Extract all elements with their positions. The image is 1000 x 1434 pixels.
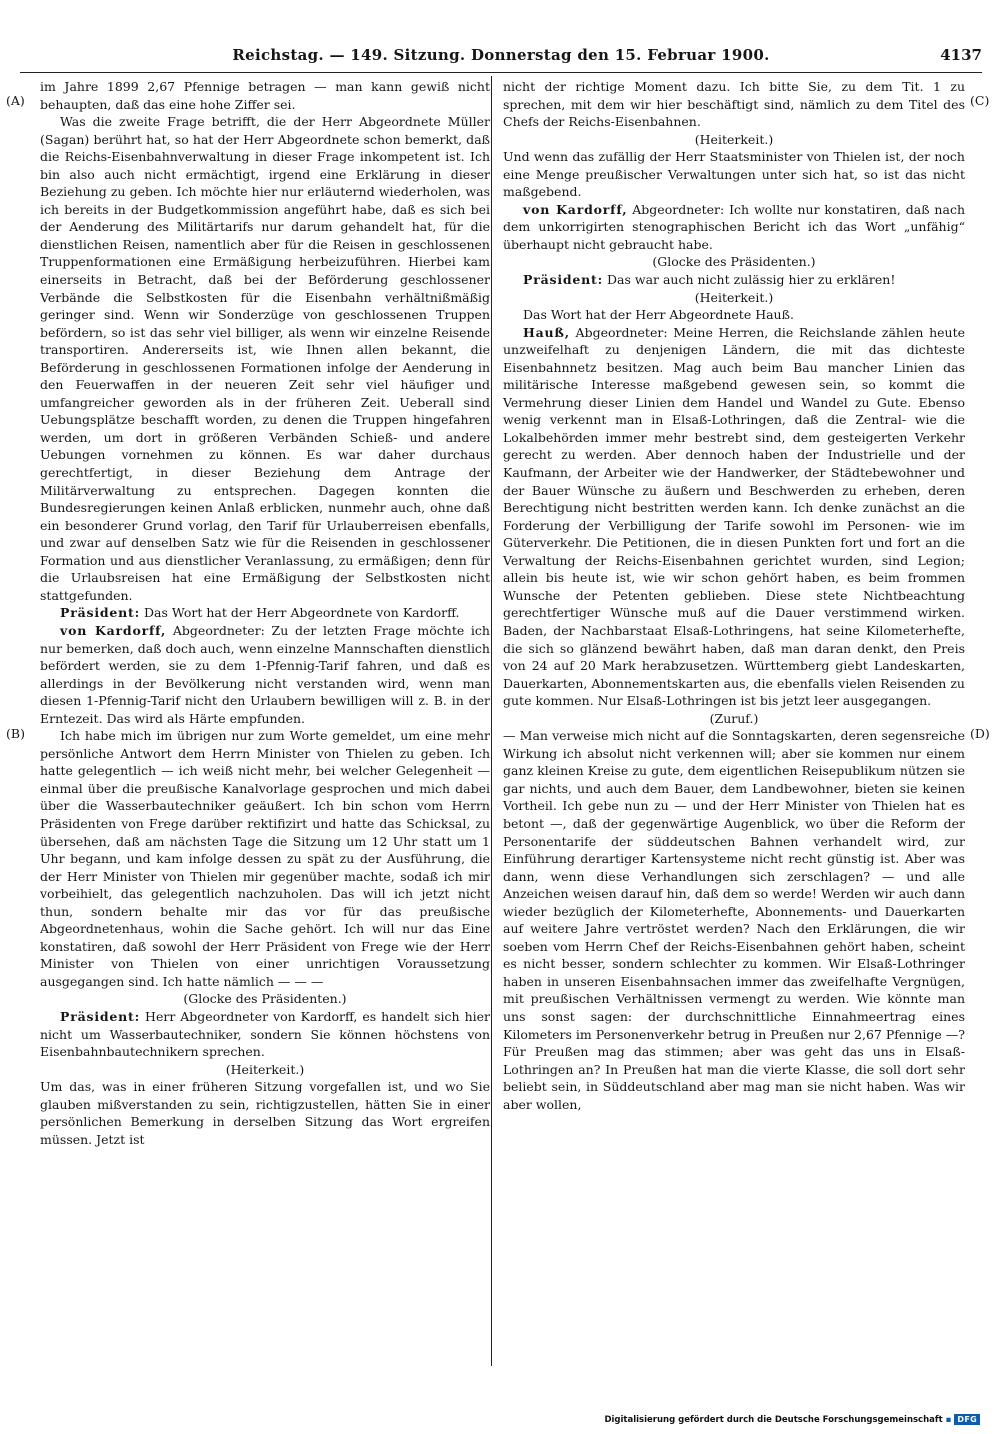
right-paragraph bbox=[503, 727, 965, 1113]
paragraph-text: (Heiterkeit.) bbox=[694, 289, 774, 305]
right-paragraph bbox=[503, 306, 965, 324]
right-column bbox=[503, 78, 965, 1113]
speaker-name: Präsident: bbox=[523, 272, 604, 288]
paragraph-text: Abgeordneter: Ich wollte nur konstatiren, daß nach dem unkorrigirten stenographischen Bericht ich das Wort „unfähig“ überhaupt nicht gebraucht habe. bbox=[503, 201, 965, 252]
right-paragraph bbox=[503, 78, 965, 131]
paragraph-text: Um das, was in einer früheren Sitzung vorgefallen ist, und wo Sie glauben mißverstanden zu sein, richtigzustellen, hätten Sie in einer persönlichen Bemerkung in derselben Sitzung das Wort ergreifen müssen. Jetzt ist bbox=[40, 1079, 490, 1147]
speaker-name: von Kardorff, bbox=[60, 622, 167, 638]
footer-credit: Digitalisierung gefördert durch die Deutsche Forschungsgemeinschaft bbox=[604, 1414, 943, 1425]
paragraph-text: im Jahre 1899 2,67 Pfennige betragen — man kann gewiß nicht behaupten, daß das eine hohe Ziffer sei. bbox=[40, 79, 490, 112]
speaker-name: Präsident: bbox=[60, 605, 141, 621]
footer-separator-icon: ▪ bbox=[945, 1414, 952, 1425]
running-header bbox=[20, 44, 982, 70]
paragraph-text: Das Wort hat der Herr Abgeordnete von Kardorff. bbox=[140, 605, 460, 621]
speaker-name: Hauß, bbox=[523, 324, 570, 340]
header-rule bbox=[20, 72, 982, 73]
left-paragraph bbox=[40, 1008, 490, 1061]
paragraph-text: Was die zweite Frage betrifft, die der Herr Abgeordnete Müller (Sagan) berührt hat, so hat der Herr Abgeordnete schon bemerkt, daß die Reichs-Eisenbahnverwaltung in dieser Frage inkompetent ist. Ich bin also auch nicht ermächtigt, irgend eine Erklärung in dieser Beziehung zu geben. Ich möchte hier nur erläuternd wiederholen, was ich bereits in der Budgetkommission angeführt habe, daß es sich bei der Aenderung des Militärtarifs nur darum gehandelt hat, für die dienstlichen Reisen, namentlich aber für die Reisen in geschlossenen Truppenformationen eine Ermäßigung herbeizuführen. Hierbei kam einerseits in Betracht, daß bei der Beförderung geschlossener Verbände die Selbstkosten für die Eisenbahn verhältnißmäßig geringer sind. Wenn wir Sonderzüge von geschlossenen Truppen befördern, so ist das sehr viel billiger, als wenn wir einzelne Reisende transportiren. Andererseits ist, wie Ihnen allen bekannt, die Beförderung in geschlossenen Formationen infolge der Aenderung in den Feuerwaffen in der neueren Zeit sehr viel häufiger und umfangreicher geworden als in der früheren Zeit. Ueberall sind Uebungsplätze beschafft worden, zu denen die Truppen hingefahren werden, um dort in größeren Verbänden Schieß- und andere Uebungen vornehmen zu können. Es war daher durchaus gerechtfertigt, in dieser Beziehung dem Antrage der Militärverwaltung zu entsprechen. Dagegen konnten die Bundesregierungen keinen Anlaß erblicken, nunmehr auch, ohne daß ein besonderer Grund vorlag, den Tarif für Urlauberreisen ebenfalls, und zwar auf denselben Satz wie für die Reisenden in geschlossener Formation und aus dienstlicher Veranlassung, zu ermäßigen; denn für die Urlaubsreisen hat eine Ermäßigung der Selbstkosten nicht stattgefunden. bbox=[40, 114, 490, 603]
left-stage-direction bbox=[40, 990, 490, 1008]
paragraph-text: Das Wort hat der Herr Abgeordnete Hauß. bbox=[523, 307, 794, 323]
margin-mark-c: (C) bbox=[970, 93, 990, 108]
margin-mark-b: (B) bbox=[6, 726, 25, 741]
column-divider bbox=[491, 76, 492, 1366]
right-stage-direction bbox=[503, 131, 965, 149]
left-paragraph bbox=[40, 78, 490, 113]
margin-mark-d: (D) bbox=[970, 726, 990, 741]
right-paragraph bbox=[503, 271, 965, 289]
left-paragraph bbox=[40, 113, 490, 604]
paragraph-text: Abgeordneter: Meine Herren, die Reichslande zählen heute unzweifelhaft zu denjenigen Ländern, die mit das dichteste Eisenbahnnetz besitzen. Mag auch beim Bau mancher Linien das militärische Interesse maßgebend gewesen sein, so kommt die Vermehrung dieser Linien dem Handel und Wandel zu Gute. Ebenso wenig verkennt man in Elsaß-Lothringen, daß die Zentral- wie die Lokalbehörden immer mehr bestrebt sind, dem gesteigerten Verkehr gerecht zu werden. Aber dennoch haben der Industrielle und der Kaufmann, der Arbeiter wie der Handwerker, der Städtebewohner und der Bauer Wünsche zu äußern und Beschwerden zu erheben, deren Berechtigung nicht bestritten werden kann. Ich denke zunächst an die Forderung der Verbilligung der Tarife sowohl im Personen- wie im Güterverkehr. Die Petitionen, die in diesen Punkten fort und fort an die Verwaltung der Reichs-Eisenbahnen gerichtet wurden, sind Legion; allein bis heute ist, wie wir schon gehört haben, es beim frommen Wunsche der Petenten geblieben. Diese stete Nichtbeachtung gerechtfertiger Wünsche muß auf die Dauer verstimmend wirken. Baden, der Nachbarstaat Elsaß-Lothringens, hat seine Kilometerhefte, die sich so glänzend bewährt haben, daß man daran denkt, den Preis von 24 auf 20 Mark herabzusetzen. Württemberg giebt Landeskarten, Dauerkarten, Abonnementskarten aus, die ebenfalls vielen Reisenden zu gute kommen. Nur Elsaß-Lothringen ist bis jetzt leer ausgegangen. bbox=[503, 324, 965, 709]
left-column bbox=[40, 78, 490, 1148]
left-stage-direction bbox=[40, 1061, 490, 1079]
right-paragraph bbox=[503, 201, 965, 254]
right-stage-direction bbox=[503, 289, 965, 307]
margin-mark-a: (A) bbox=[6, 93, 25, 108]
paragraph-text: Das war auch nicht zulässig hier zu erklären! bbox=[603, 272, 896, 288]
paragraph-text: (Glocke des Präsidenten.) bbox=[652, 254, 816, 270]
paragraph-text: (Heiterkeit.) bbox=[694, 131, 774, 147]
left-paragraph bbox=[40, 622, 490, 727]
speaker-name: Präsident: bbox=[60, 1008, 141, 1024]
left-paragraph bbox=[40, 1078, 490, 1148]
paragraph-text: (Zuruf.) bbox=[709, 710, 759, 726]
paragraph-text: Und wenn das zufällig der Herr Staatsminister von Thielen ist, der noch eine Menge preußischer Verwaltungen unter sich hat, so ist das nicht maßgebend. bbox=[503, 149, 965, 200]
right-stage-direction bbox=[503, 253, 965, 271]
paragraph-text: (Glocke des Präsidenten.) bbox=[183, 991, 347, 1007]
paragraph-text: Abgeordneter: Zu der letzten Frage möchte ich nur bemerken, daß doch auch, wenn einzelne Mannschaften dienstlich befördert werden, sie zu dem 1-Pfennig-Tarif fahren, und daß es allerdings in der Bevölkerung nicht verstanden wird, wenn man diesen 1-Pfennig-Tarif nicht den Urlaubern bewilligen will z. B. in der Erntezeit. Das wird als Härte empfunden. bbox=[40, 622, 490, 726]
paragraph-text: Herr Abgeordneter von Kardorff, es handelt sich hier nicht um Wasserbautechniker, sondern Sie können höchstens von Eisenbahnbautechnikern sprechen. bbox=[40, 1008, 490, 1060]
header-title: Reichstag. — 149. Sitzung. Donnerstag den 15. Februar 1900. bbox=[232, 46, 770, 64]
right-stage-direction bbox=[503, 710, 965, 728]
paragraph-text: (Heiterkeit.) bbox=[225, 1061, 305, 1077]
right-paragraph bbox=[503, 324, 965, 710]
paragraph-text: — Man verweise mich nicht auf die Sonntagskarten, deren segensreiche Wirkung ich absolut nicht verkennen will; aber sie kommen nur einem ganz kleinen Kreise zu gute, dem eigentlichen Reisepublikum nützen sie gar nichts, und auch dem Bauer, dem Landbewohner, bieten sie keinen Vortheil. Ich gebe nun zu — und der Herr Minister von Thielen hat es betont —, daß der gegenwärtige Augenblick, wo über die Reform der Personentarife der süddeutschen Bahnen verhandelt wird, zur Einführung derartiger Kartensysteme nicht recht günstig ist. Aber was dann, wenn diese Verhandlungen sich zerschlagen? — und alle Anzeichen weisen darauf hin, daß dem so werde! Werden wir auch dann wieder bezüglich der Kilometerhefte, Abonnements- und Dauerkarten auf weitere Jahre vertröstet werden? Nach den Erklärungen, die wir soeben vom Herrn Chef der Reichs-Eisenbahnen gehört haben, scheint es nicht besser, sondern schlechter zu kommen. Wir Elsaß-Lothringer haben in unseren Eisenbahnsachen immer das zweifelhafte Vergnügen, mit preußischen Verhältnissen vermengt zu werden. Wie könnte man uns sonst sagen: der durchschnittliche Einnahmeertrag eines Kilometers im Personenverkehr betrug in Preußen nur 2,67 Pfennige —? Für Preußen mag das stimmen; aber was geht das uns in Elsaß-Lothringen an? In Preußen hat man die vierte Klasse, die soll dort sehr beliebt sein, in Süddeutschland aber mag man sie nicht haben. Was wir aber wollen, bbox=[503, 728, 965, 1112]
left-paragraph bbox=[40, 604, 490, 622]
left-paragraph bbox=[40, 727, 490, 990]
right-paragraph bbox=[503, 148, 965, 201]
speaker-name: von Kardorff, bbox=[523, 201, 628, 217]
dfg-logo: DFG bbox=[954, 1414, 980, 1425]
paragraph-text: Ich habe mich im übrigen nur zum Worte gemeldet, um eine mehr persönliche Antwort dem Herrn Minister von Thielen zu geben. Ich hatte gelegentlich — ich weiß nicht mehr, bei welcher Gelegenheit — einmal über die preußische Kanalvorlage gesprochen und mich dabei über die Wasserbautechniker geäußert. Ich bin schon vom Herrn Präsidenten von Frege darüber rektifizirt und hatte das Schicksal, zu übersehen, daß am nächsten Tage die Sitzung um 12 Uhr statt um 1 Uhr begann, und kam infolge dessen zu spät zu der Ausführung, die der Herr Minister von Thielen mir gegenüber machte, sodaß ich mir vorbeihielt, das gelegentlich nachzuholen. Das will ich jetzt nicht thun, sondern behalte mir das vor für das preußische Abgeordnetenhaus, wohin die Sache gehört. Ich will nur das Eine konstatiren, daß sowohl der Herr Präsident von Frege wie der Herr Minister von Thielen von einer unrichtigen Voraussetzung ausgegangen sind. Ich hatte nämlich — — — bbox=[40, 728, 490, 989]
footer bbox=[604, 1414, 980, 1425]
paragraph-text: nicht der richtige Moment dazu. Ich bitte Sie, zu dem Tit. 1 zu sprechen, mit dem wir hier beschäftigt sind, nämlich zu dem Titel des Chefs der Reichs-Eisenbahnen. bbox=[503, 79, 965, 130]
page-number: 4137 bbox=[940, 46, 982, 64]
